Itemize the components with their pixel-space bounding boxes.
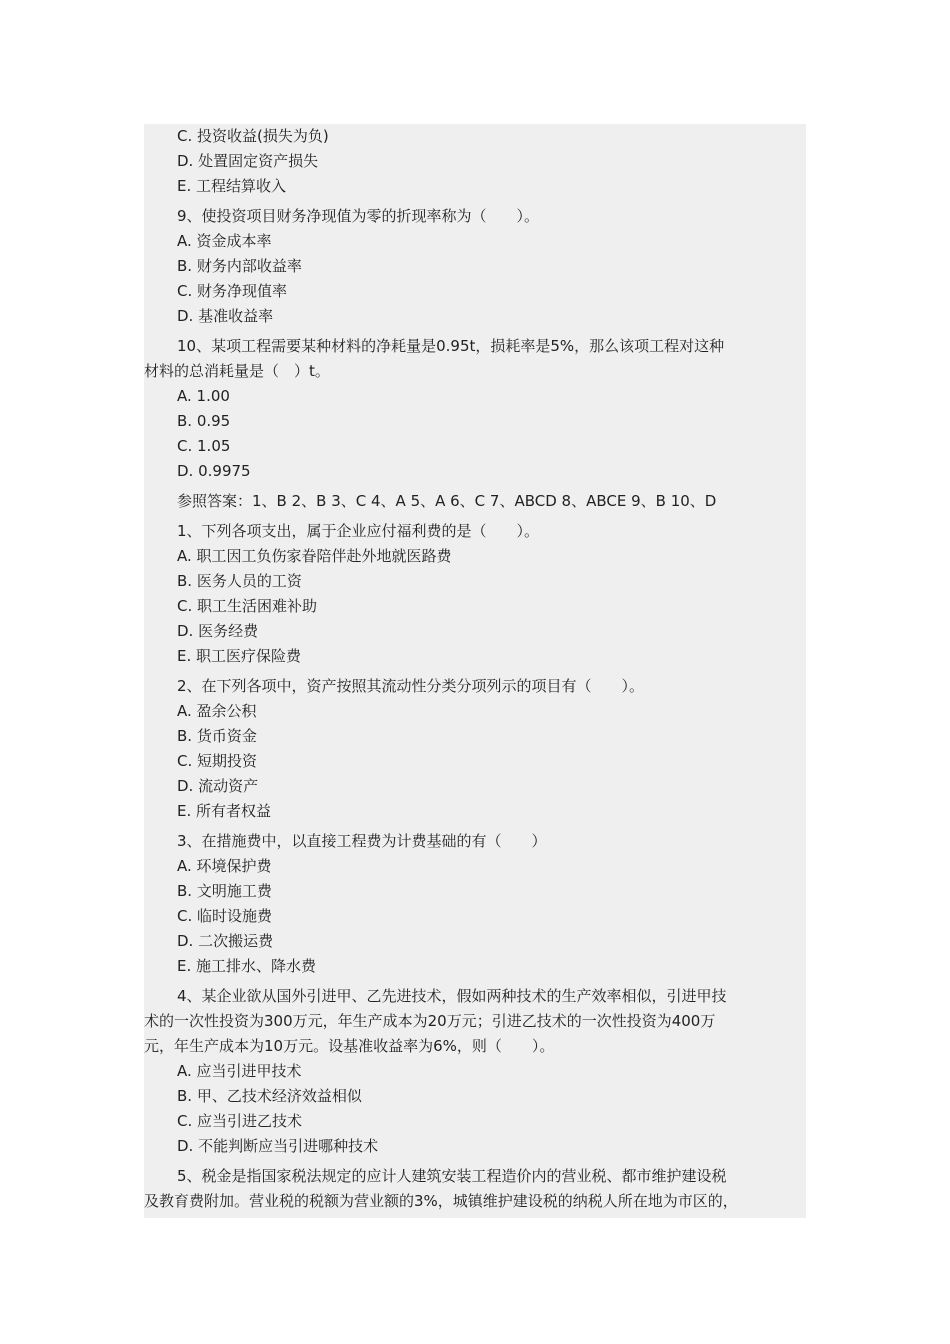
option-line: D. 处置固定资产损失 bbox=[177, 152, 319, 170]
option-line: B. 文明施工费 bbox=[177, 882, 272, 900]
multi-question-1-stem: 1、下列各项支出，属于企业应付福利费的是（ ）。 bbox=[177, 522, 540, 540]
option-line: A. 环境保护费 bbox=[177, 857, 272, 875]
question-4-stem-line: 术的一次性投资为300万元，年生产成本为20万元；引进乙技术的一次性投资为400万 bbox=[144, 1012, 716, 1030]
document-content bbox=[144, 124, 806, 1218]
option-line: E. 所有者权益 bbox=[177, 802, 272, 820]
option-line: C. 短期投资 bbox=[177, 752, 258, 770]
option-line: A. 1.00 bbox=[177, 387, 230, 405]
option-line: B. 甲、乙技术经济效益相似 bbox=[177, 1087, 362, 1105]
question-4-stem-line: 元，年生产成本为10万元。设基准收益率为6%，则（ ）。 bbox=[144, 1037, 555, 1055]
option-line: C. 临时设施费 bbox=[177, 907, 273, 925]
question-5-stem-line: 5、税金是指国家税法规定的应计人建筑安装工程造价内的营业税、都市维护建设税 bbox=[177, 1167, 727, 1185]
option-line: A. 职工因工负伤家眷陪伴赴外地就医路费 bbox=[177, 547, 452, 565]
option-line: C. 应当引进乙技术 bbox=[177, 1112, 303, 1130]
option-line: B. 财务内部收益率 bbox=[177, 257, 302, 275]
option-line: D. 医务经费 bbox=[177, 622, 259, 640]
question-4-stem-line: 4、某企业欲从国外引进甲、乙先进技术，假如两种技术的生产效率相似，引进甲技 bbox=[177, 987, 727, 1005]
option-line: A. 盈余公积 bbox=[177, 702, 257, 720]
question-10-stem-line: 材料的总消耗量是（ ）t。 bbox=[144, 362, 330, 380]
multi-question-2-stem: 2、在下列各项中，资产按照其流动性分类分项列示的项目有（ ）。 bbox=[177, 677, 645, 695]
question-10-stem-line: 10、某项工程需要某种材料的净耗量是0.95t，损耗率是5%，那么该项工程对这种 bbox=[177, 337, 725, 355]
option-line: D. 二次搬运费 bbox=[177, 932, 274, 950]
question-10-stem bbox=[144, 334, 806, 384]
option-line: C. 财务净现值率 bbox=[177, 282, 288, 300]
option-line: D. 流动资产 bbox=[177, 777, 259, 795]
option-line: C. 1.05 bbox=[177, 437, 231, 455]
option-line: A. 资金成本率 bbox=[177, 232, 272, 250]
option-line: B. 医务人员的工资 bbox=[177, 572, 302, 590]
answer-key: 参照答案：1、B 2、B 3、C 4、A 5、A 6、C 7、ABCD 8、ABCE 9、B 10、D bbox=[177, 492, 717, 510]
multi-question-3-stem: 3、在措施费中，以直接工程费为计费基础的有（ ） bbox=[177, 832, 547, 850]
question-5-stem-line: 及教育费附加。营业税的税额为营业额的3%，城镇维护建设税的纳税人所在地为市区的， bbox=[144, 1192, 738, 1210]
option-line: E. 职工医疗保险费 bbox=[177, 647, 302, 665]
option-line: C. 投资收益(损失为负) bbox=[177, 127, 329, 145]
option-line: E. 工程结算收入 bbox=[177, 177, 287, 195]
option-line: D. 基准收益率 bbox=[177, 307, 274, 325]
option-line: A. 应当引进甲技术 bbox=[177, 1062, 302, 1080]
option-line: E. 施工排水、降水费 bbox=[177, 957, 317, 975]
option-line: C. 职工生活困难补助 bbox=[177, 597, 318, 615]
multi-question-5-stem bbox=[144, 1164, 806, 1214]
multi-question-4-stem bbox=[144, 984, 806, 1059]
option-line: D. 0.9975 bbox=[177, 462, 251, 480]
option-line: B. 货币资金 bbox=[177, 727, 257, 745]
option-line: B. 0.95 bbox=[177, 412, 231, 430]
question-9-stem: 9、使投资项目财务净现值为零的折现率称为（ ）。 bbox=[177, 207, 540, 225]
option-line: D. 不能判断应当引进哪种技术 bbox=[177, 1137, 379, 1155]
